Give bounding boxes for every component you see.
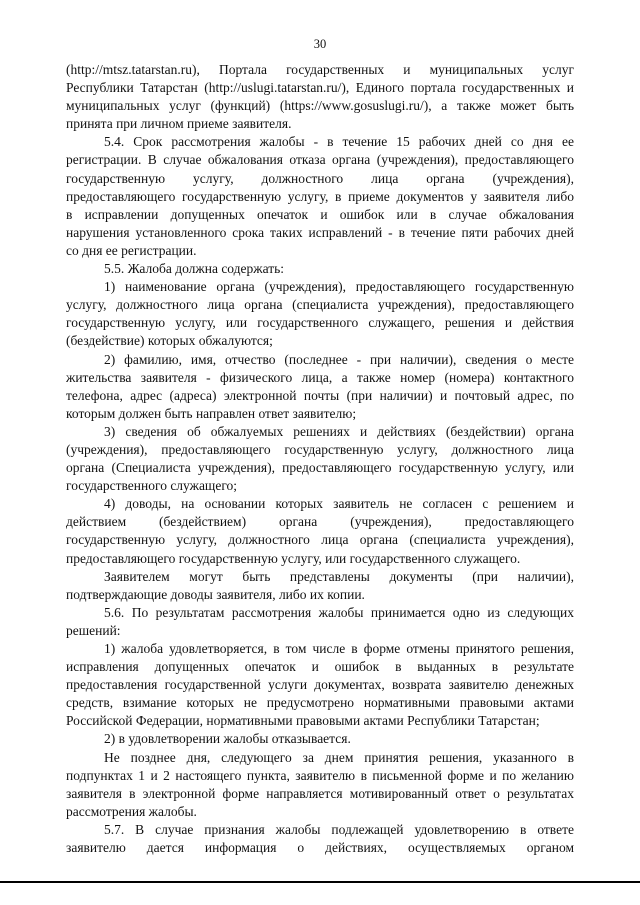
text-line: телефона, адрес (адреса) электронной почты (при наличии) и почтовый адрес, по xyxy=(66,387,574,403)
text-line: 1) наименование органа (учреждения), предоставляющего государственную xyxy=(104,279,574,295)
text-line: действием (бездействием) органа (учреждения), предоставляющего xyxy=(66,514,574,530)
text-line: муниципальных услуг (функций) (https://www.gosuslugi.ru/), а также может быть xyxy=(66,98,574,114)
text-line: подпунктах 1 и 2 настоящего пункта, заявителю в письменной форме и по желанию xyxy=(66,767,574,783)
text-line: государственного служащего; xyxy=(66,478,238,494)
text-line: рассмотрения жалобы. xyxy=(66,803,197,819)
text-line: 2) в удовлетворении жалобы отказывается. xyxy=(104,731,351,747)
text-line: предоставляющего государственную услугу, в приеме документов у заявителя либо xyxy=(66,188,574,204)
text-line: принята при личном приеме заявителя. xyxy=(66,116,292,132)
text-line: Заявителем могут быть представлены документы (при наличии), xyxy=(104,568,574,584)
text-line: предоставления государственной услуги документах, возврата заявителю денежных xyxy=(66,677,574,693)
text-line: Республики Татарстан (http://uslugi.tatarstan.ru/), Единого портала государственных и xyxy=(66,80,574,96)
text-line: государственную услугу, или государственного служащего, решения и действия xyxy=(66,315,574,331)
text-line: предоставляющего государственную услугу, или государственного служащего. xyxy=(66,550,521,566)
bottom-rule xyxy=(0,881,640,883)
text-line: 4) доводы, на основании которых заявитель не согласен с решением и xyxy=(104,496,574,512)
text-line: средств, взимание которых не предусмотрено нормативными правовыми актами xyxy=(66,695,574,711)
text-line: регистрации. В случае обжалования отказа органа (учреждения), предоставляющего xyxy=(66,152,574,168)
text-line: исправления допущенных опечаток и ошибок в выданных в результате xyxy=(66,659,574,675)
text-line: 3) сведения об обжалуемых решениях и действиях (бездействии) органа xyxy=(104,423,574,439)
text-line: Не позднее дня, следующего за днем принятия решения, указанного в xyxy=(104,749,574,765)
text-line: решений: xyxy=(66,622,121,638)
text-line: (учреждения), предоставляющего государственную услугу, должностного лица xyxy=(66,441,574,457)
text-line: государственную услугу, должностного лица органа (специалиста учреждения), xyxy=(66,532,574,548)
text-line: жительства заявителя - физического лица, а также номер (номера) контактного xyxy=(66,369,574,385)
text-line: 5.7. В случае признания жалобы подлежащей удовлетворению в ответе xyxy=(104,821,574,837)
text-line: в исправлении допущенных опечаток и ошибок или в случае обжалования xyxy=(66,206,574,222)
text-line: заявителю дается информация о действиях, осуществляемых органом xyxy=(66,840,574,856)
text-line: подтверждающие доводы заявителя, либо их копии. xyxy=(66,586,365,602)
text-line: 5.4. Срок рассмотрения жалобы - в течение 15 рабочих дней со дня ее xyxy=(104,134,574,150)
text-line: 5.6. По результатам рассмотрения жалобы принимается одно из следующих xyxy=(104,604,574,620)
text-line: 1) жалоба удовлетворяется, в том числе в форме отмены принятого решения, xyxy=(104,641,574,656)
text-line: нарушения установленного срока таких исправлений - в течение пяти рабочих дней xyxy=(66,224,574,240)
text-line: (бездействие) которых обжалуются; xyxy=(66,333,273,349)
text-line: Российской Федерации, нормативными правовыми актами Республики Татарстан; xyxy=(66,713,540,729)
text-line: 5.5. Жалоба должна содержать: xyxy=(104,261,285,277)
text-line: со дня ее регистрации. xyxy=(66,242,197,258)
text-line: 2) фамилию, имя, отчество (последнее - при наличии), сведения о месте xyxy=(104,351,574,367)
text-line: государственную услугу, должностного лица органа (учреждения), xyxy=(66,170,574,186)
page-number: 30 xyxy=(313,37,327,51)
document-body xyxy=(66,61,574,857)
text-line: которым должен быть направлен ответ заявителю; xyxy=(66,405,357,421)
text-line: органа (Специалиста учреждения), предоставляющего государственную услугу, или xyxy=(66,460,574,476)
text-line: заявителя в электронной форме направляется мотивированный ответ о результатах xyxy=(66,785,574,801)
text-line: услугу, должностного лица органа (специалиста учреждения), предоставляющего xyxy=(66,297,574,313)
text-line: (http://mtsz.tatarstan.ru), Портала государственных и муниципальных услуг xyxy=(66,62,574,77)
